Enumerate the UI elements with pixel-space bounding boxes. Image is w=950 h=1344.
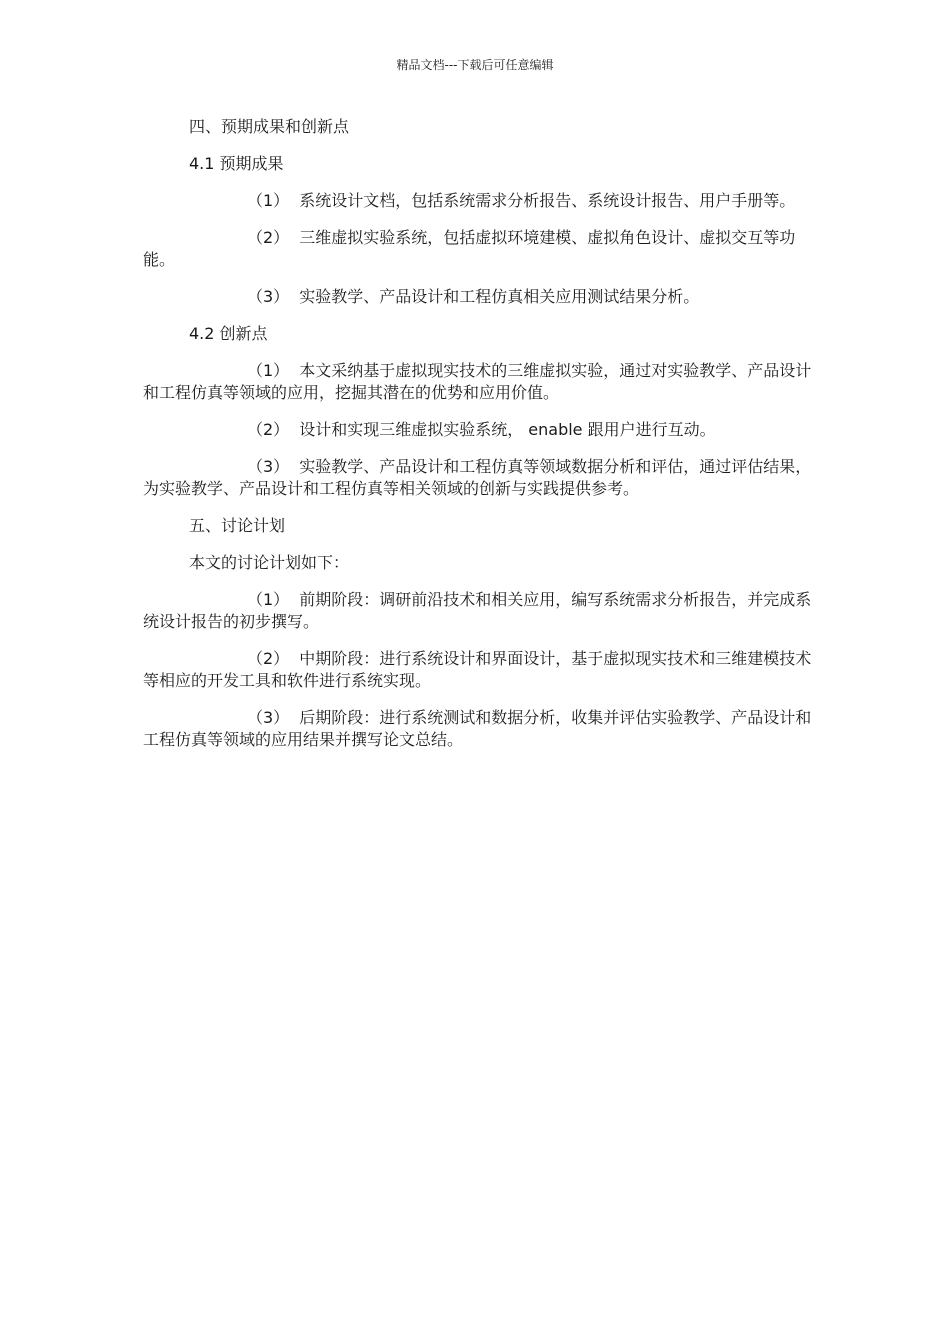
list-item-text: 中期阶段：进行系统设计和界面设计，基于虚拟现实技术和三维建模技术等相应的开发工具和软件进行系统实现。: [143, 649, 812, 690]
list-item-number: （1）: [247, 361, 290, 380]
list-item-text: 设计和实现三维虚拟实验系统， enable 跟用户进行互动。: [299, 420, 716, 439]
list-item-text: 实验教学、产品设计和工程仿真相关应用测试结果分析。: [299, 287, 700, 306]
list-item: [143, 286, 819, 308]
section-4-1-heading: 4.1 预期成果: [189, 154, 284, 173]
list-item-text: 系统设计文档，包括系统需求分析报告、系统设计报告、用户手册等。: [299, 191, 796, 210]
page-header: 精品文档---下载后可任意编辑: [396, 58, 554, 72]
section-5-heading: 五、讨论计划: [189, 516, 286, 535]
list-item-number: （3）: [247, 457, 290, 476]
list-item-number: （2）: [247, 228, 290, 247]
list-item-number: （2）: [247, 649, 290, 668]
section-5-intro: 本文的讨论计划如下：: [189, 553, 350, 572]
list-item-number: （1）: [247, 191, 290, 210]
section-4-2-heading: 4.2 创新点: [189, 324, 268, 343]
list-item-number: （3）: [247, 287, 290, 306]
list-item-text: 前期阶段：调研前沿技术和相关应用，编写系统需求分析报告，并完成系统设计报告的初步撰写。: [143, 590, 812, 631]
list-item: [143, 360, 819, 404]
list-item: [143, 707, 819, 751]
list-item-text: 本文采纳基于虚拟现实技术的三维虚拟实验，通过对实验教学、产品设计和工程仿真等领域的应用，挖掘其潜在的优势和应用价值。: [143, 361, 812, 402]
list-item-number: （1）: [247, 590, 290, 609]
section-4-heading: 四、预期成果和创新点: [189, 117, 350, 136]
list-item: [143, 227, 819, 271]
list-item-text: 后期阶段：进行系统测试和数据分析，收集并评估实验教学、产品设计和工程仿真等领域的应用结果并撰写论文总结。: [143, 708, 812, 749]
document-body: [143, 116, 819, 766]
list-item-text: 实验教学、产品设计和工程仿真等领域数据分析和评估，通过评估结果，为实验教学、产品设计和工程仿真等相关领域的创新与实践提供参考。: [143, 457, 812, 498]
list-item-number: （3）: [247, 708, 290, 727]
list-item: [143, 589, 819, 633]
list-item-text: 三维虚拟实验系统，包括虚拟环境建模、虚拟角色设计、虚拟交互等功能。: [143, 228, 796, 269]
list-item: [143, 419, 819, 441]
list-item-number: （2）: [247, 420, 290, 439]
list-item: [143, 456, 819, 500]
list-item: [143, 648, 819, 692]
list-item: [143, 190, 819, 212]
